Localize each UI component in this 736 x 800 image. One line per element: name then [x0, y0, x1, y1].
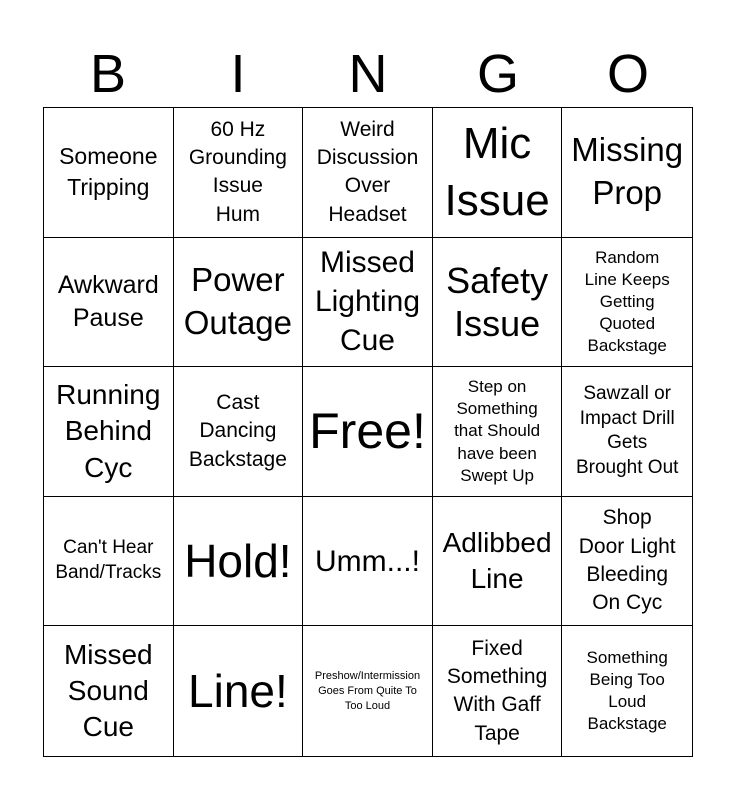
bingo-cell-r1-c3[interactable] — [303, 108, 433, 238]
bingo-cell-r4-c2[interactable] — [174, 497, 304, 627]
cell-label: Preshow/Intermission Goes From Quite To Too Loud — [314, 669, 421, 712]
bingo-cell-r5-c3[interactable] — [303, 626, 433, 756]
cell-label: Hold! — [184, 534, 292, 587]
cell-label: Safety Issue — [446, 259, 549, 344]
cell-label: Umm...! — [314, 544, 420, 578]
bingo-cell-r5-c4[interactable] — [433, 626, 563, 756]
cell-label: Mic Issue — [444, 119, 550, 226]
bingo-cell-r2-c3[interactable] — [303, 238, 433, 368]
cell-label: Awkward Pause — [57, 271, 159, 332]
bingo-cell-r5-c2[interactable] — [174, 626, 304, 756]
bingo-cell-r2-c1[interactable] — [44, 238, 174, 368]
bingo-cell-r2-c2[interactable] — [174, 238, 304, 368]
bingo-cell-r3-c3[interactable] — [303, 367, 433, 497]
bingo-board — [43, 107, 693, 757]
cell-label: Someone Tripping — [59, 142, 158, 201]
bingo-cell-r1-c2[interactable] — [174, 108, 304, 238]
header-letter-n: N — [348, 44, 388, 104]
cell-label: Free! — [309, 402, 426, 459]
bingo-cell-r3-c4[interactable] — [433, 367, 563, 497]
cell-label: Missing Prop — [571, 131, 684, 212]
bingo-cell-r4-c3[interactable] — [303, 497, 433, 627]
bingo-cell-r5-c1[interactable] — [44, 626, 174, 756]
cell-label: Weird Discussion Over Headset — [316, 117, 419, 226]
bingo-cell-r2-c5[interactable] — [562, 238, 692, 368]
bingo-header — [43, 40, 693, 108]
cell-label: Running Behind Cyc — [56, 378, 161, 483]
cell-label: Adlibbed Line — [442, 526, 552, 595]
header-letter-b: B — [89, 44, 127, 104]
cell-label: Line! — [188, 664, 288, 717]
header-letter-i: I — [230, 44, 246, 104]
cell-label: Cast Dancing Backstage — [188, 390, 287, 471]
bingo-cell-r1-c1[interactable] — [44, 108, 174, 238]
cell-label: Can't Hear Band/Tracks — [55, 537, 162, 584]
cell-label: Missed Sound Cue — [63, 638, 153, 743]
header-letter-g: G — [476, 44, 519, 104]
bingo-cell-r4-c1[interactable] — [44, 497, 174, 627]
cell-label: Shop Door Light Bleeding On Cyc — [578, 506, 676, 615]
cell-label: Random Line Keeps Getting Quoted Backstage — [584, 247, 670, 356]
cell-label: Sawzall or Impact Drill Gets Brought Out — [575, 383, 679, 479]
bingo-cell-r3-c5[interactable] — [562, 367, 692, 497]
cell-label: Fixed Something With Gaff Tape — [446, 636, 548, 745]
bingo-cell-r2-c4[interactable] — [433, 238, 563, 368]
bingo-cell-r4-c4[interactable] — [433, 497, 563, 627]
cell-label: Missed Lighting Cue — [314, 246, 421, 358]
cell-label: Something Being Too Loud Backstage — [586, 648, 668, 734]
bingo-cell-r4-c5[interactable] — [562, 497, 692, 627]
bingo-cell-r5-c5[interactable] — [562, 626, 692, 756]
cell-label: Power Outage — [183, 261, 293, 341]
header-letter-o: O — [606, 44, 649, 104]
cell-label: Step on Something that Should have been Swept Up — [454, 377, 541, 485]
bingo-cell-r3-c1[interactable] — [44, 367, 174, 497]
bingo-cell-r3-c2[interactable] — [174, 367, 304, 497]
bingo-cell-r1-c4[interactable] — [433, 108, 563, 238]
cell-label: 60 Hz Grounding Issue Hum — [188, 117, 287, 226]
bingo-cell-r1-c5[interactable] — [562, 108, 692, 238]
